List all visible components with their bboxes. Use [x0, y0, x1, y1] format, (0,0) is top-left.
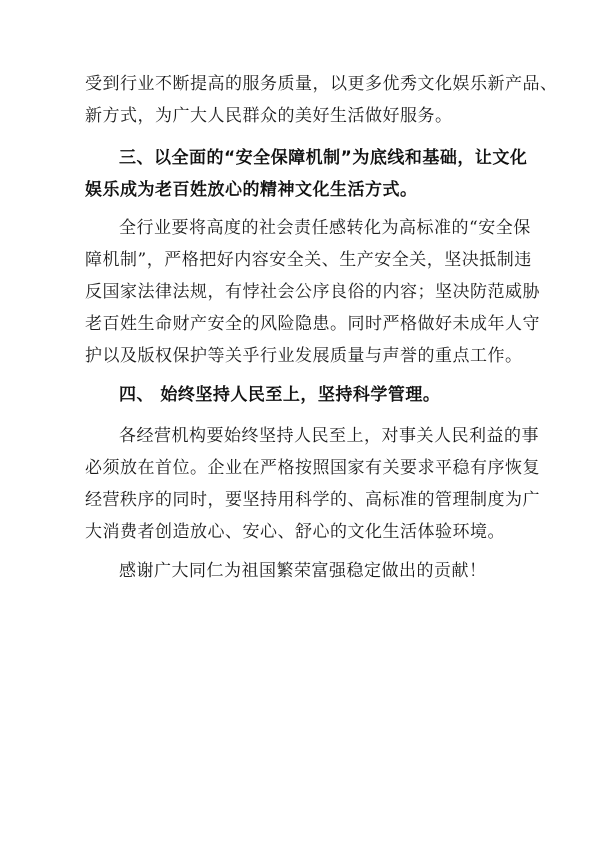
paragraph-line: 必须放在首位。企业在严格按照国家有关要求平稳有序恢复	[85, 458, 540, 478]
paragraph-line: 经营秩序的同时，要坚持用科学的、高标准的管理制度为广	[85, 490, 540, 510]
paragraph-line: 各经营机构要始终坚持人民至上，对事关人民利益的事	[119, 426, 539, 446]
paragraph-line: 大消费者创造放心、安心、舒心的文化生活体验环境。	[85, 522, 505, 542]
paragraph-line: 老百姓生命财产安全的风险隐患。同时严格做好未成年人守	[85, 314, 540, 334]
paragraph-line: 全行业要将高度的社会责任感转化为高标准的“安全保	[119, 218, 531, 238]
paragraph-line: 护以及版权保护等关乎行业发展质量与声誉的重点工作。	[85, 346, 523, 366]
paragraph-line: 受到行业不断提高的服务质量，以更多优秀文化娱乐新产品、	[85, 74, 558, 94]
paragraph-line: 障机制”，严格把好内容安全关、生产安全关，坚决抵制违	[85, 250, 532, 270]
paragraph-line: 反国家法律法规，有悖社会公序良俗的内容；坚决防范威胁	[85, 282, 540, 302]
paragraph-line: 新方式，为广大人民群众的美好生活做好服务。	[85, 106, 453, 126]
heading-line: 娱乐成为老百姓放心的精神文化生活方式。	[85, 180, 418, 200]
section-heading-3	[85, 142, 528, 206]
paragraph-continuation	[85, 68, 558, 132]
paragraph-line: 感谢广大同仁为祖国繁荣富强稳定做出的贡献！	[119, 561, 487, 581]
section-heading-4	[85, 379, 519, 411]
paragraph-thanks	[85, 555, 519, 587]
heading-line: 四、 始终坚持人民至上，坚持科学管理。	[119, 385, 441, 405]
paragraph-safety	[85, 212, 540, 372]
paragraph-management	[85, 420, 540, 548]
heading-line: 三、以全面的“安全保障机制”为底线和基础，让文化	[119, 148, 528, 168]
